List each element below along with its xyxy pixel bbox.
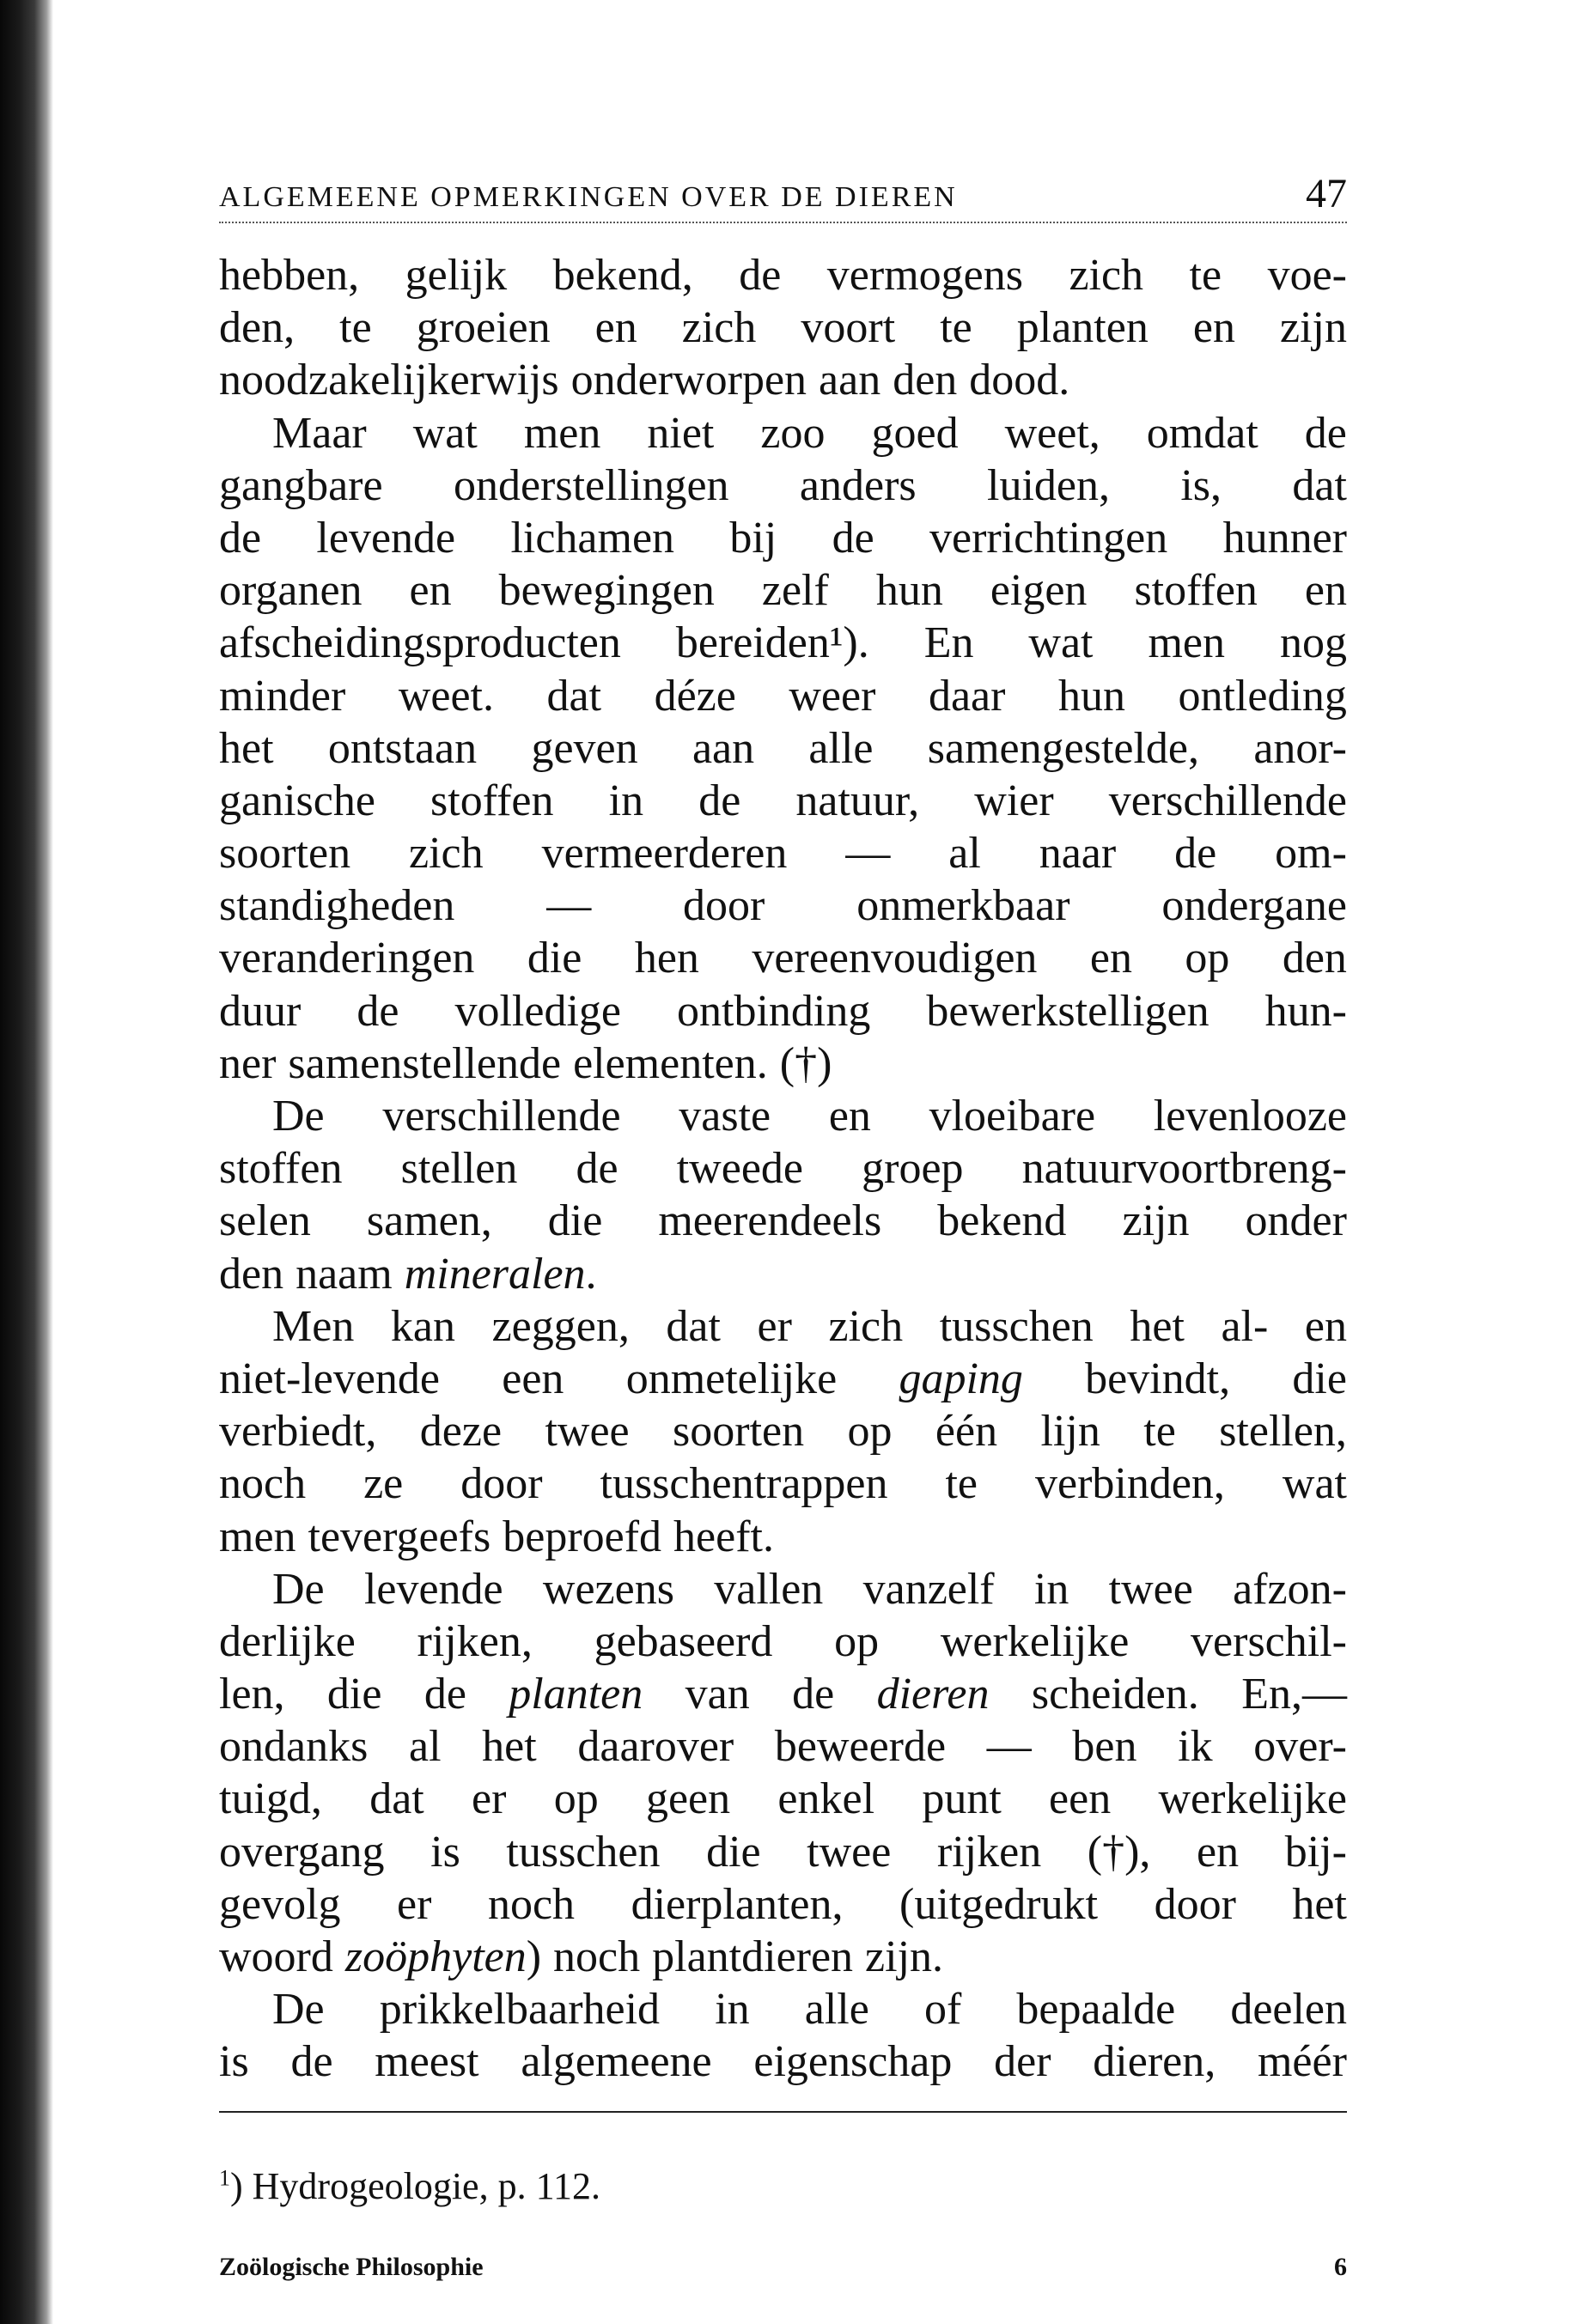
text-line: noch ze door tusschentrappen te verbinden, wat bbox=[219, 1459, 1347, 1509]
text-line: de levende lichamen bij de verrichtingen hunner bbox=[219, 513, 1347, 563]
text-line: overgang is tusschen die twee rijken (†), en bij- bbox=[219, 1827, 1347, 1877]
footnote-divider bbox=[219, 2111, 1347, 2113]
book-page bbox=[219, 172, 1347, 2283]
text-line: soorten zich vermeerderen — al naar de om- bbox=[219, 829, 1347, 879]
book-binding-shadow bbox=[0, 0, 53, 2324]
text-line: selen samen, die meerendeels bekend zijn onder bbox=[219, 1196, 1347, 1246]
text-line: Maar wat men niet zoo goed weet, omdat de bbox=[272, 408, 1347, 458]
text-line: organen en bewegingen zelf hun eigen stoffen en bbox=[219, 566, 1347, 616]
footnote bbox=[219, 2164, 1347, 2209]
text-line: stoffen stellen de tweede groep natuurvoortbreng- bbox=[219, 1144, 1347, 1194]
text-line: len, die de planten van de dieren scheiden. En,— bbox=[219, 1670, 1347, 1719]
text-line: men tevergeefs beproefd heeft. bbox=[219, 1512, 774, 1561]
text-line: standigheden — door onmerkbaar ondergane bbox=[219, 881, 1347, 931]
body-text bbox=[219, 249, 1347, 2089]
text-line: hebben, gelijk bekend, de vermogens zich te voe- bbox=[219, 251, 1347, 300]
text-line: duur de volledige ontbinding bewerkstelligen hun- bbox=[219, 986, 1347, 1036]
text-line: De prikkelbaarheid in alle of bepaalde deelen bbox=[272, 1985, 1347, 2035]
text-line: derlijke rijken, gebaseerd op werkelijke verschil- bbox=[219, 1616, 1347, 1666]
running-header bbox=[219, 172, 1347, 215]
text-line: gevolg er noch dierplanten, (uitgedrukt door het bbox=[219, 1879, 1347, 1929]
text-line: veranderingen die hen vereenvoudigen en op den bbox=[219, 934, 1347, 983]
text-line: afscheidingsproducten bereiden¹). En wat men nog bbox=[219, 618, 1347, 668]
footer-signature-mark: 6 bbox=[1334, 2252, 1347, 2281]
text-line: ganische stoffen in de natuur, wier verschillende bbox=[219, 776, 1347, 825]
text-line: woord zoöphyten) noch plantdieren zijn. bbox=[219, 1932, 944, 1981]
page-footer bbox=[219, 2252, 1347, 2283]
text-line: ner samenstellende elementen. (†) bbox=[219, 1038, 832, 1088]
text-line: is de meest algemeene eigenschap der dieren, méér bbox=[219, 2037, 1347, 2087]
footnote-marker: 1 bbox=[219, 2164, 230, 2190]
running-title: ALGEMEENE OPMERKINGEN OVER DE DIEREN bbox=[219, 181, 958, 213]
header-divider bbox=[219, 222, 1347, 223]
footer-book-title: Zoölogische Philosophie bbox=[219, 2252, 484, 2281]
text-line: De verschillende vaste en vloeibare levenlooze bbox=[272, 1092, 1347, 1141]
text-line: De levende wezens vallen vanzelf in twee afzon- bbox=[272, 1564, 1347, 1614]
text-line: den, te groeien en zich voort te planten en zijn bbox=[219, 303, 1347, 353]
text-line: minder weet. dat déze weer daar hun ontleding bbox=[219, 671, 1347, 721]
page-number: 47 bbox=[1306, 171, 1347, 216]
text-line: niet-levende een onmetelijke gaping bevindt, die bbox=[219, 1354, 1347, 1403]
text-line: gangbare onderstellingen anders luiden, is, dat bbox=[219, 460, 1347, 510]
text-line: het ontstaan geven aan alle samengestelde, anor- bbox=[219, 723, 1347, 773]
footnote-text: ) Hydrogeologie, p. 112. bbox=[230, 2164, 600, 2207]
text-line: tuigd, dat er op geen enkel punt een werkelijke bbox=[219, 1774, 1347, 1824]
text-line: ondanks al het daarover beweerde — ben ik over- bbox=[219, 1722, 1347, 1772]
text-line: verbiedt, deze twee soorten op één lijn te stellen, bbox=[219, 1407, 1347, 1457]
text-line: noodzakelijkerwijs onderworpen aan den dood. bbox=[219, 356, 1070, 405]
text-line: den naam mineralen. bbox=[219, 1249, 597, 1299]
text-line: Men kan zeggen, dat er zich tusschen het al- en bbox=[272, 1301, 1347, 1351]
